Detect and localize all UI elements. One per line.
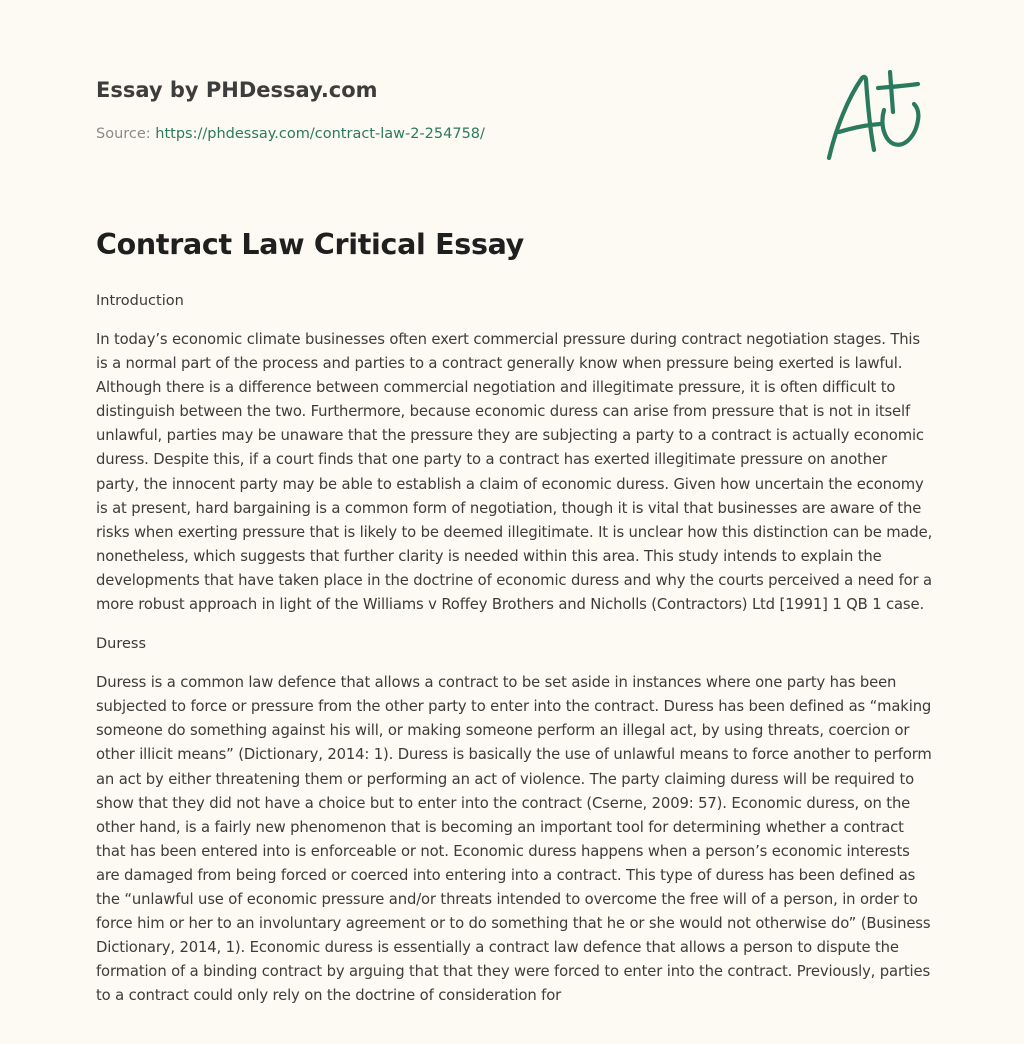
section-heading-introduction: Introduction [96, 293, 184, 309]
site-title: Essay by PHDessay.com [96, 78, 378, 102]
source-label: Source: [96, 126, 156, 142]
source-line [96, 124, 816, 144]
paragraph-introduction: In today’s economic climate businesses often exert commercial pressure during contract negotiation stages. This is a normal part of the process and parties to a contract generally know when pressure being exerted is lawful. Although there is a difference between commercial negotiation and illegitimate pressure, it is often difficult to distinguish between the two. Furthermore, because economic duress can arise from pressure that is not in itself unlawful, parties may be unaware that the pressure they are subjecting a party to a contract is actually economic duress. Despite this, if a court finds that one party to a contract has exerted illegitimate pressure on another party, the innocent party may be able to establish a claim of economic duress. Given how uncertain the economy is at present, hard bargaining is a common form of negotiation, though it is vital that businesses are aware of the risks when exerting pressure that is likely to be deemed illegitimate. It is unclear how this distinction can be made, nonetheless, which suggests that further clarity is needed within this area. This study intends to explain the developments that have taken place in the doctrine of economic duress and why the courts perceived a need for a more robust approach in light of the Williams v Roffey Brothers and Nicholls (Contractors) Ltd [1991] 1 QB 1 case. [96, 331, 933, 614]
source-link[interactable]: https://phdessay.com/contract-law-2-254758/ [155, 126, 485, 142]
a-plus-logo-icon [822, 68, 926, 164]
essay-title: Contract Law Critical Essay [96, 228, 524, 261]
essay-header [96, 76, 816, 144]
essay-content [96, 226, 934, 1008]
section-heading-duress: Duress [96, 636, 147, 653]
paragraph-duress: Duress is a common law defence that allows a contract to be set aside in instances where one party has been subjected to force or pressure from the other party to enter into the contract. Duress has been defined as “making someone do something against his will, or making someone perform an illegal act, by using threats, coercion or other illicit means” (Dictionary, 2014: 1). Duress is basically the use of unlawful means to force another to perform an act by either threatening them or performing an act of violence. The party claiming duress will be required to show that they did not have a choice but to enter into the contract (Cserne, 2009: 57). Economic duress, on the other hand, is a fairly new phenomenon that is becoming an important tool for determining whether a contract that has been entered into is enforceable or not. Economic duress happens when a person’s economic interests are damaged from being forced or coerced into entering into a contract. This type of duress has been defined as the “unlawful use of economic pressure and/or threats intended to overcome the free will of a person, in order to force him or her to an involuntary agreement or to do something that he or she would not otherwise do” (Business Dictionary, 2014, 1). Economic duress is essentially a contract law defence that allows a person to dispute the formation of a binding contract by arguing that that they were forced to enter into the contract. Previously, parties to a contract could only rely on the doctrine of consideration for [96, 674, 932, 1005]
